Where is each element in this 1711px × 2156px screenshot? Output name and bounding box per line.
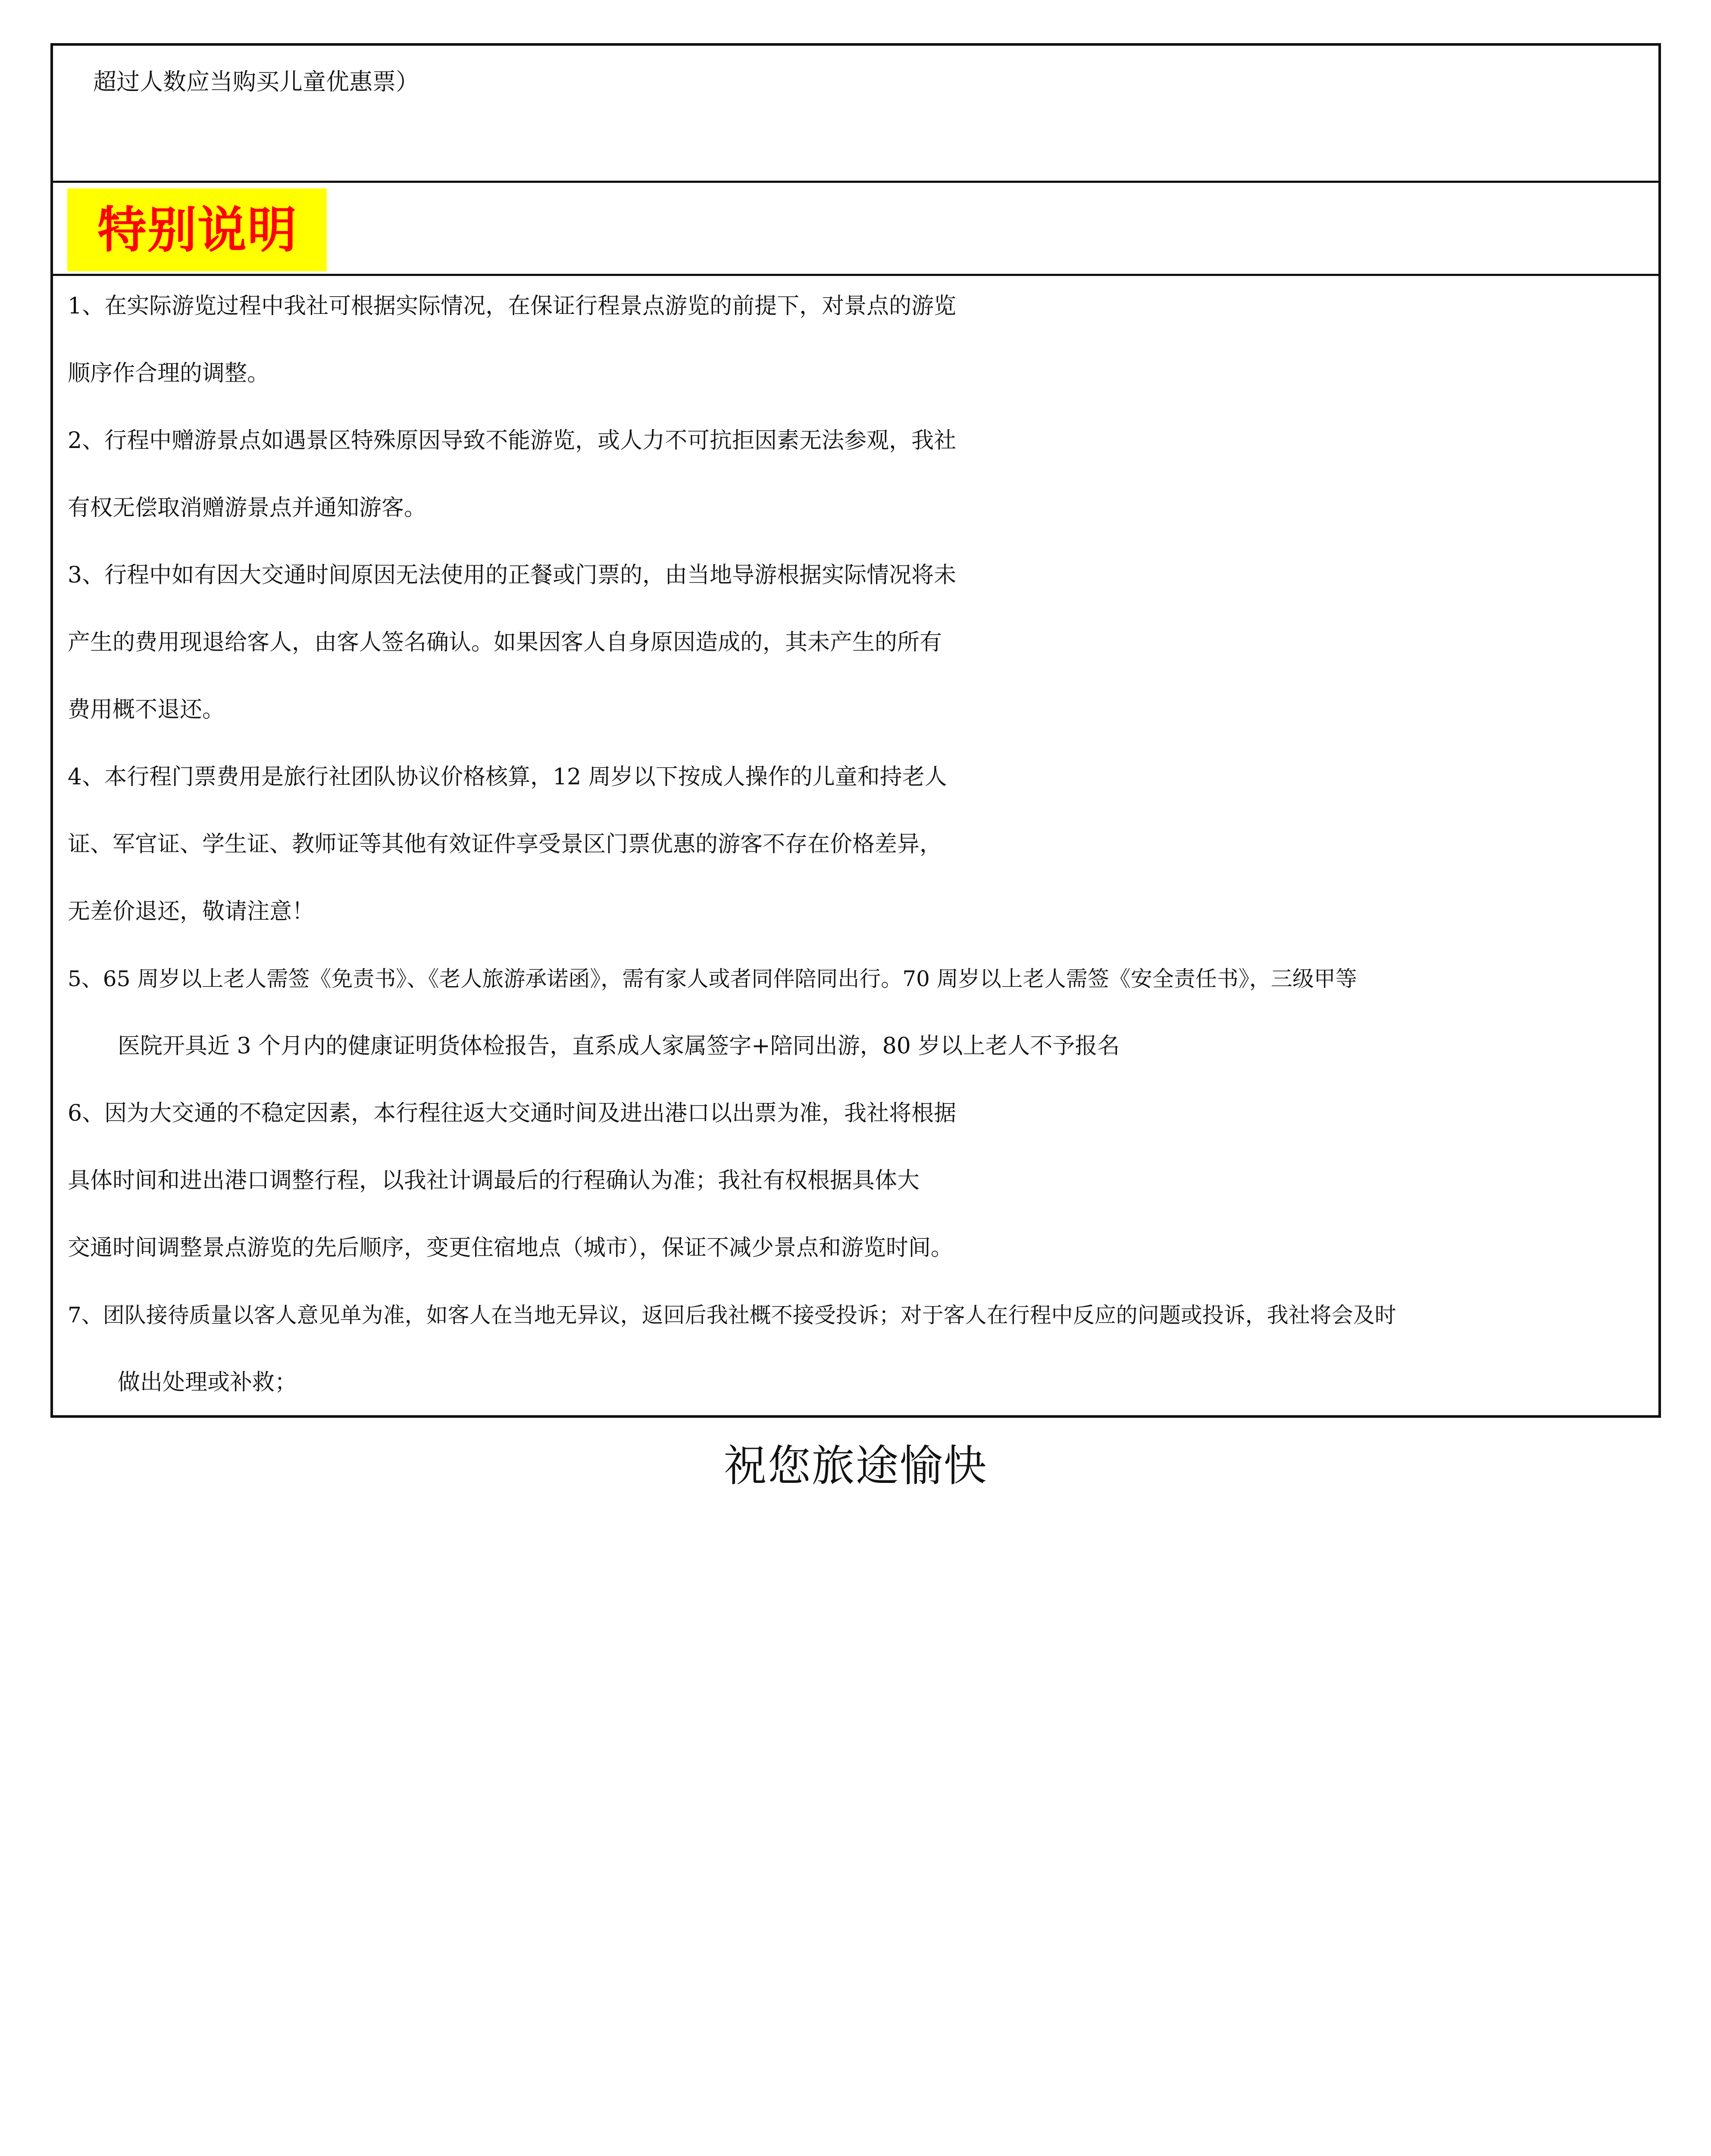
- section-title: 特别说明: [97, 201, 298, 259]
- note-line: 做出处理或补救；: [118, 1369, 297, 1395]
- note-line: 证、军官证、学生证、教师证等其他有效证件享受景区门票优惠的游客不存在价格差异，: [68, 831, 942, 857]
- note-line: 2、行程中赠游景点如遇景区特殊原因导致不能游览，或人力不可抗拒因素无法参观，我社: [68, 428, 957, 454]
- note-line: 7、团队接待质量以客人意见单为准，如客人在当地无异议，返回后我社概不接受投诉；对于客人在行程中反应的问题或投诉，我社将会及时: [68, 1303, 1396, 1328]
- special-notes-table: [50, 43, 1661, 1418]
- section-header-row: [53, 183, 1658, 276]
- note-line: 具体时间和进出港口调整行程，以我社计调最后的行程确认为准；我社有权根据具体大: [68, 1168, 920, 1194]
- carryover-text: 超过人数应当购买儿童优惠票）: [93, 68, 419, 95]
- closing-greeting: 祝您旅途愉快: [723, 1441, 988, 1491]
- note-line: 交通时间调整景点游览的先后顺序，变更住宿地点（城市），保证不减少景点和游览时间。: [68, 1235, 954, 1261]
- note-line: 产生的费用现退给客人，由客人签名确认。如果因客人自身原因造成的，其未产生的所有: [68, 630, 942, 655]
- note-line: 6、因为大交通的不稳定因素，本行程往返大交通时间及进出港口以出票为准，我社将根据: [68, 1100, 957, 1126]
- note-line: 有权无偿取消赠游景点并通知游客。: [68, 495, 427, 521]
- section-title-badge: [67, 188, 327, 271]
- carryover-row: [53, 46, 1658, 183]
- note-line: 费用概不退还。: [68, 697, 225, 723]
- note-line: 5、65 周岁以上老人需签《免责书》、《老人旅游承诺函》，需有家人或者同伴陪同出行。70 周岁以上老人需签《安全责任书》，三级甲等: [68, 966, 1357, 991]
- note-line: 无差价退还，敬请注意！: [68, 899, 315, 924]
- note-line: 4、本行程门票费用是旅行社团队协议价格核算，12 周岁以下按成人操作的儿童和持老人: [68, 764, 947, 790]
- note-line: 3、行程中如有因大交通时间原因无法使用的正餐或门票的，由当地导游根据实际情况将未: [68, 562, 957, 588]
- notes-body: [53, 276, 1658, 1415]
- note-line: 顺序作合理的调整。: [68, 360, 270, 386]
- note-line: 1、在实际游览过程中我社可根据实际情况，在保证行程景点游览的前提下，对景点的游览: [68, 293, 957, 319]
- note-line: 医院开具近 3 个月内的健康证明货体检报告，直系成人家属签字+陪同出游，80 岁以上老人不予报名: [118, 1033, 1120, 1059]
